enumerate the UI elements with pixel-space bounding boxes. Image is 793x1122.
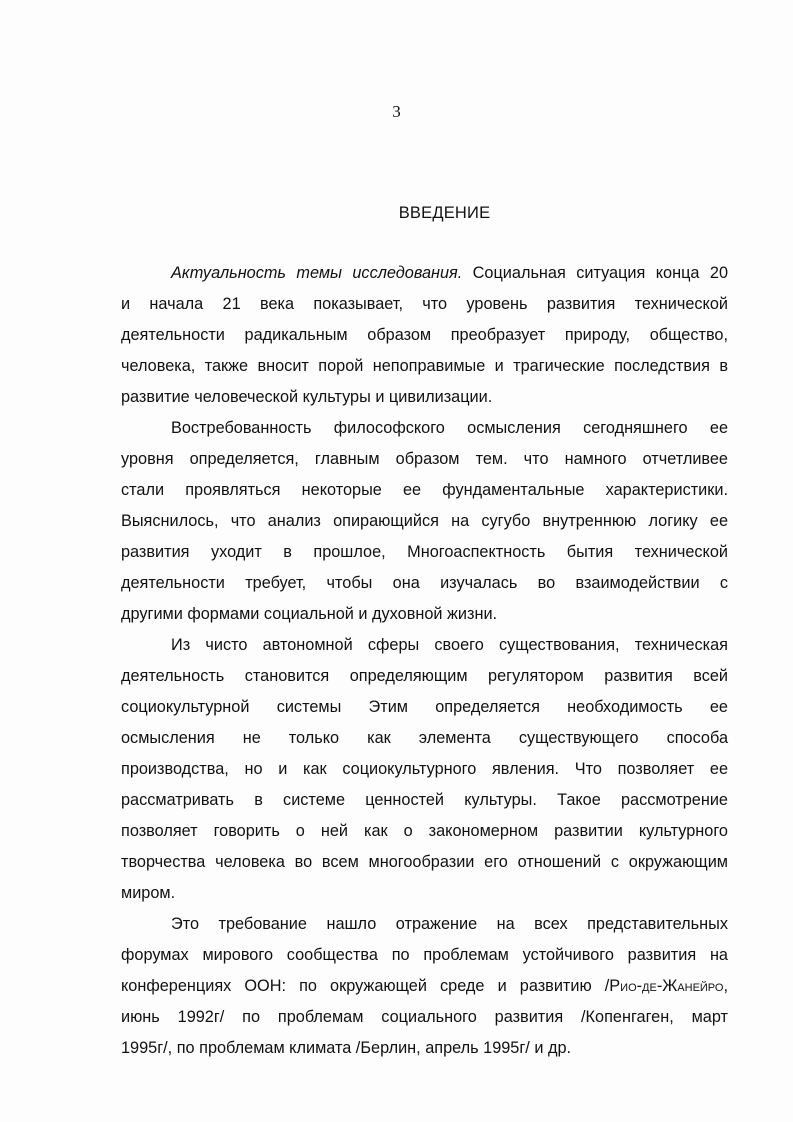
text-line: Из чисто автономной сферы своего существования, техническая [171,636,728,654]
paragraph-1 [121,258,728,413]
text-line: июнь 1992г/ по проблемам социального развития /Копенгаген, март [121,1008,728,1026]
section-heading: ВВЕДЕНИЕ [398,204,491,222]
page-number: 3 [392,102,401,121]
text-line: Востребованность философского осмысления сегодняшнего ее [171,419,728,437]
city-smallcaps: Рио-де-Жанейро [609,977,724,995]
paragraph-3 [121,630,728,909]
paragraph-2 [121,413,728,630]
italic-lead: Актуальность темы исследования. [171,264,463,282]
text-line: конференциях ООН: по окружающей среде и развитию /Рио-де-Жанейро, [121,977,728,995]
text-line: форумах мирового сообщества по проблемам устойчивого развития на [121,946,728,964]
text-line: миром. [121,884,176,902]
text-line: производства, но и как социокультурного явления. Что позволяет ее [121,760,728,778]
text-line: Актуальность темы исследования. Социальная ситуация конца 20 [171,264,728,282]
text-line: 1995г/, по проблемам климата /Берлин, апрель 1995г/ и др. [121,1039,572,1057]
text-line: и начала 21 века показывает, что уровень развития технической [121,295,728,313]
text-line: развитие человеческой культуры и цивилизации. [121,388,493,406]
paragraph-4 [121,909,728,1064]
text-line: развития уходит в прошлое, Многоаспектность бытия технической [121,543,728,561]
text-line: уровня определяется, главным образом тем. что намного отчетливее [121,450,728,468]
text-line: осмысления не только как элемента существующего способа [121,729,728,747]
text-line: Выяснилось, что анализ опирающийся на сугубо внутреннюю логику ее [121,512,728,530]
text-line: социокультурной системы Этим определяется необходимость ее [121,698,728,716]
text-line: другими формами социальной и духовной жизни. [121,605,498,623]
text-line: творчества человека во всем многообразии его отношений с окружающим [121,853,728,871]
text-line: стали проявляться некоторые ее фундаментальные характеристики. [121,481,728,499]
text-line: деятельность становится определяющим регулятором развития всей [121,667,728,685]
text-line: деятельности радикальным образом преобразует природу, общество, [121,326,728,344]
body-text [121,258,728,1064]
text-line: Это требование нашло отражение на всех представительных [171,915,728,933]
text-line: рассматривать в системе ценностей культуры. Такое рассмотрение [121,791,728,809]
text-line: деятельности требует, чтобы она изучалась во взаимодействии с [121,574,728,592]
text-line: позволяет говорить о ней как о закономерном развитии культурного [121,822,728,840]
text-line: человека, также вносит порой непоправимые и трагические последствия в [121,357,728,375]
